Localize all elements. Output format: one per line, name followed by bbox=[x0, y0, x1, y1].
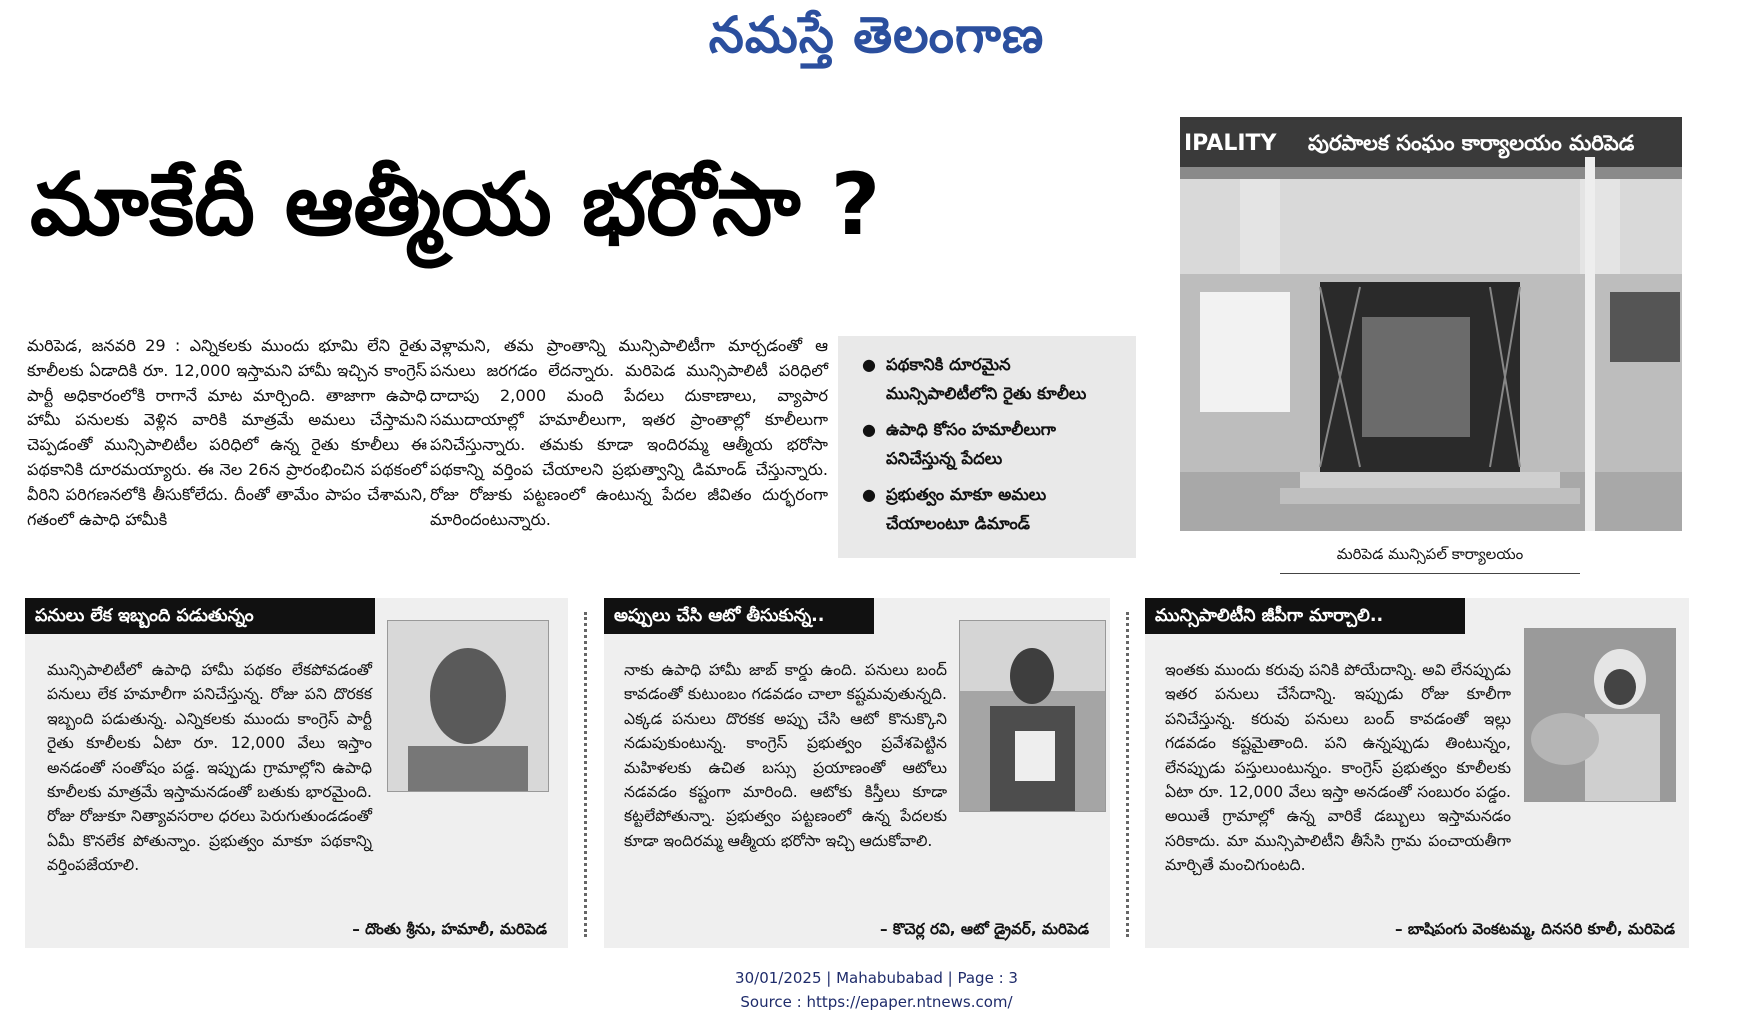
panel-interview-2 bbox=[604, 598, 1110, 948]
municipal-office-photo bbox=[1180, 117, 1682, 531]
office-sign-telugu: పురపాలక సంఘం కార్యాలయం మరిపెడ bbox=[1308, 131, 1635, 155]
panel-signature: – దొంతు శ్రీను, హమాలీ, మరిపెడ bbox=[352, 920, 547, 938]
highlight-item: ● పథకానికి దూరమైన మున్సిపాలిటీలోని రైతు కూలీలు bbox=[858, 350, 1122, 408]
panel-body-text: మున్సిపాలిటీలో ఉపాధి హామీ పథకం లేకపోవడంతో పనులు లేక హమాలీగా పనిచేస్తున్న. రోజు పని దొరకక ఇబ్బంది పడుతున్న. ఎన్నికలకు ముందు కాంగ్రెస్ పార్టీ రైతు కూలీలకు ఏటా రూ. 12,000 వేలు ఇస్తాం అనడంతో సంతోషం పడ్డ. ఇప్పుడు గ్రామాల్లోని ఉపాధి కూలీలకు మాత్రమే ఇస్తామనడంతో బతుకు భారమైంది. రోజు రోజుకూ నిత్యావసరాల ధరలు పెరుగుతుండడంతో ఏమీ కొనలేక పోతున్నాం. ప్రభుత్వం మాకూ పథకాన్ని వర్తింపజేయాలి. bbox=[47, 661, 372, 875]
highlight-item: ● ప్రభుత్వం మాకూ అమలు చేయాలంటూ డిమాండ్ bbox=[858, 480, 1122, 538]
bullet-icon: ● bbox=[862, 485, 876, 504]
footer bbox=[0, 966, 1753, 1014]
portrait-photo bbox=[1524, 628, 1676, 802]
bullet-icon: ● bbox=[862, 420, 876, 439]
panel-interview-1 bbox=[25, 598, 568, 948]
bullet-icon: ● bbox=[862, 355, 876, 374]
photo-caption: మరిపెడ మున్సిపల్ కార్యాలయం bbox=[1280, 545, 1580, 574]
headline: మాకేదీ ఆత్మీయ భరోసా ? bbox=[30, 155, 881, 255]
person-portrait-icon bbox=[388, 621, 548, 791]
panel-body-text: నాకు ఉపాధి హామీ జాబ్ కార్డు ఉంది. పనులు బంద్ కావడంతో కుటుంబం గడవడం చాలా కష్టమవుతున్నది. ఎక్కడ పనులు దొరకక అప్పు చేసి ఆటో కొనుక్కొని నడుపుకుంటున్న. కాంగ్రెస్ ప్రభుత్వం ప్రవేశపెట్టిన మహిళలకు ఉచిత బస్సు ప్రయాణంతో ఆటోలు నడవడం కష్టంగా మారింది. ఆటోకు కిస్తీలు కూడా కట్టలేపోతున్నా. ప్రభుత్వం పట్టణంలో ఉన్న పేదలకు కూడా ఇందిరమ్మ ఆత్మీయ భరోసా ఇచ్చి ఆదుకోవాలి. bbox=[624, 661, 947, 850]
office-sign-english: IPALITY bbox=[1184, 131, 1277, 156]
panel-title: మున్సిపాలిటీని జీపీగా మార్చాలి.. bbox=[1145, 598, 1465, 634]
person-portrait-icon bbox=[960, 621, 1105, 811]
panel-title: అప్పులు చేసి ఆటో తీసుకున్న.. bbox=[604, 598, 874, 634]
panel-title: పనులు లేక ఇబ్బంది పడుతున్నం bbox=[25, 598, 375, 634]
column-divider bbox=[1126, 612, 1129, 937]
column-divider bbox=[584, 612, 587, 937]
person-portrait-icon bbox=[1525, 629, 1675, 801]
article-column-1: మరిపెడ, జనవరి 29 : ఎన్నికలకు ముందు భూమి లేని రైతు కూలీలకు ఏడాదికి రూ. 12,000 ఇస్తామని హామీ ఇచ్చిన కాంగ్రెస్ పార్టీ అధికారంలోకి రాగానే మాట మార్చింది. తాజాగా ఉపాధి హామీ పనులకు వెళ్లిన వారికి మాత్రమే అమలు చేస్తామని చెప్పడంతో మున్సిపాలిటీల పరిధిలో ఉన్న రైతు కూలీలు ఈ పథకానికి దూరమయ్యారు. ఈ నెల 26న ప్రారంభించిన పథకంలో వీరిని పరిగణనలోకి తీసుకోలేదు. దీంతో తామేం పాపం చేశామని, గతంలో ఉపాధి హామీకి bbox=[27, 336, 427, 529]
panel-signature: – బాషిపంగు వెంకటమ్మ, దినసరి కూలీ, మరిపెడ bbox=[1395, 920, 1675, 938]
portrait-photo bbox=[959, 620, 1106, 812]
portrait-photo bbox=[387, 620, 549, 792]
highlight-item: ● ఉపాధి కోసం హమాలీలుగా పనిచేస్తున్న పేదలు bbox=[858, 415, 1122, 473]
panel-body-text: ఇంతకు ముందు కరువు పనికి పోయేదాన్ని. అవి లేనప్పుడు ఇతర పనులు చేసేదాన్ని. ఇప్పుడు రోజు కూలీగా పనిచేస్తున్న. కరువు పనులు బంద్ కావడంతో ఇల్లు గడవడం కష్టమైతాంది. పని ఉన్నప్పుడు తింటున్నం, లేనప్పుడు పస్తులుంటున్నం. కాంగ్రెస్ ప్రభుత్వం కూలీలకు ఏటా రూ. 12,000 వేలు ఇస్తా అనడంతో సంబురం పడ్డం. అయితే గ్రామాల్లో ఉన్న వారికే డబ్బులు ఇస్తామనడం సరికాదు. మా మున్సిపాలిటీని తీసేసి గ్రామ పంచాయతీగా మార్చితే మంచిగుంటది. bbox=[1165, 661, 1511, 875]
office-building-illustration bbox=[1180, 117, 1682, 531]
panel-signature: – కొచెర్ల రవి, ఆటో డ్రైవర్, మరిపెడ bbox=[879, 920, 1089, 938]
article-column-2: వెళ్లామని, తమ ప్రాంతాన్ని మున్సిపాలిటీగా మార్చడంతో ఆ పనులు జరగడం లేదన్నారు. మరిపెడ మున్సిపాలిటీ పరిధిలో దాదాపు 2,000 మంది పేదలు దుకాణాలు, వ్యాపార సముదాయాల్లో హమాలీలుగా, ఇతర ప్రాంతాల్లో కూలీలుగా పనిచేస్తున్నారు. తమకు కూడా ఇందిరమ్మ ఆత్మీయ భరోసా పథకాన్ని వర్తింప చేయాలని ప్రభుత్వాన్ని డిమాండ్ చేస్తున్నారు. రోజు రోజుకు పట్టణంలో ఉంటున్న పేదల జీవితం దుర్భరంగా మారిందంటున్నారు. bbox=[430, 336, 828, 529]
highlights-box bbox=[838, 336, 1136, 558]
panel-interview-3 bbox=[1145, 598, 1689, 948]
footer-date-page: 30/01/2025 | Mahabubabad | Page : 3 bbox=[735, 969, 1018, 987]
footer-source: Source : https://epaper.ntnews.com/ bbox=[740, 993, 1013, 1011]
masthead-logo: నమస్తే తెలంగాణ bbox=[708, 6, 1045, 64]
